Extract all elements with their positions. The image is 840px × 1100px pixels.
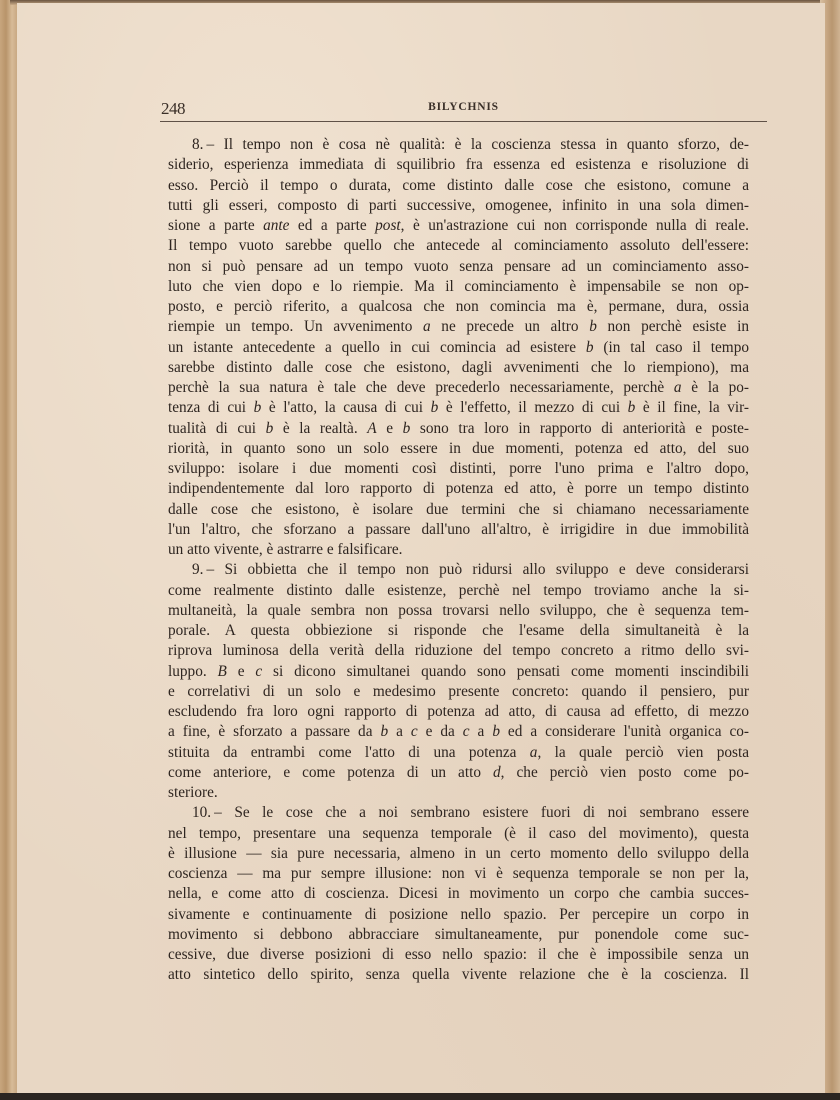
text-line: tualità di cui b è la realtà. A e b sono tra loro in rapporto di anteriorità e poste- bbox=[168, 419, 749, 437]
text-line: siderio, esperienza immediata di squilibrio fra essenza ed esistenza e risoluzione di bbox=[168, 156, 749, 174]
text-line: riempie un tempo. Un avvenimento a ne precede un altro b non perchè esiste in bbox=[168, 318, 750, 336]
text-line: posto, e perciò riferito, a qualcosa che non comincia ma è, permane, dura, ossia bbox=[168, 298, 749, 315]
text-line: riprova luminosa della verità della riduzione del tempo concreto a ritmo dello svi- bbox=[168, 642, 749, 660]
paragraph-section-9 bbox=[168, 560, 749, 803]
text-line: atto sintetico dello spirito, senza quella vivente relazione che è la coscienza. Il bbox=[168, 966, 749, 984]
text-line: 10. – Se le cose che a noi sembrano esistere fuori di noi sembrano essere bbox=[192, 804, 749, 822]
text-line: e correlativi di un solo e medesimo presente concreto: quando il pensiero, pur bbox=[168, 682, 749, 700]
text-line: come anteriore, e come potenza di un atto d, che perciò vien posto come po- bbox=[168, 763, 750, 781]
text-line: perchè la sua natura è tale che deve precederlo necessariamente, perchè a è la po- bbox=[168, 379, 749, 396]
text-line: nel tempo, presentare una sequenza temporale (è il caso del movimento), questa bbox=[168, 824, 749, 842]
text-line: stituita da entrambi come l'atto di una potenza a, la quale perciò vien posta bbox=[168, 743, 749, 761]
text-line: tenza di cui b è l'atto, la causa di cui b è l'effetto, il mezzo di cui b è il fine, la vir- bbox=[168, 399, 750, 417]
text-line: un atto vivente, è astrarre e falsificare. bbox=[168, 541, 403, 558]
text-line: 9. – Si obbietta che il tempo non può ridursi allo sviluppo e deve considerarsi bbox=[192, 561, 749, 579]
text-line: sione a parte ante ed a parte post, è un'astrazione cui non corrisponde nulla di reale. bbox=[168, 217, 750, 234]
text-line: riorità, in quanto sono un solo essere in due momenti, potenza ed atto, del suo bbox=[168, 439, 749, 457]
text-line: cessive, due diverse posizioni di esso nello spazio: il che è impossibile senza un bbox=[168, 946, 749, 963]
text-line: movimento si debbono abbracciare simultaneamente, pur ponendole come suc- bbox=[168, 925, 749, 943]
text-line: nella, e come atto di coscienza. Dicesi in movimento un corpo che cambia succes- bbox=[168, 885, 749, 903]
text-line: dalle cose che esistono, è isolare due termini che si chiamano necessariamente bbox=[168, 500, 749, 518]
text-line: 8. – Il tempo non è cosa nè qualità: è la coscienza stessa in quanto sforzo, de- bbox=[192, 136, 749, 153]
text-line: escludendo fra loro ogni rapporto di potenza ad atto, di causa ad effetto, di mezzo bbox=[168, 703, 749, 720]
text-line: non si può pensare ad un tempo vuoto senza pensare ad un cominciamento asso- bbox=[168, 257, 749, 275]
text-line: l'un l'altro, che sforzano a passare dall'uno all'altro, è irrigidire in due immobilità bbox=[168, 520, 749, 538]
paragraph-section-10 bbox=[168, 803, 749, 985]
text-line: sviluppo: isolare i due momenti così distinti, porre l'uno prima e l'altro dopo, bbox=[168, 460, 749, 477]
text-line: sivamente e continuamente di posizione nello spazio. Per percepire un corpo in bbox=[168, 905, 749, 923]
text-line: porale. A questa obbiezione si risponde che l'esame della simultaneità è la bbox=[168, 622, 749, 639]
text-line: tutti gli esseri, composto di parti successive, omogenee, infinito in una sola dimen- bbox=[168, 196, 749, 214]
paragraph-section-8 bbox=[168, 135, 749, 560]
text-line: coscienza — ma pur sempre illusione: non vi è sequenza temporale se non per la, bbox=[168, 865, 749, 882]
text-line: come realmente distinto dalle esistenze, perchè nel tempo troviamo anche la si- bbox=[168, 581, 749, 599]
text-line: steriore. bbox=[168, 784, 218, 801]
page-bottom-shadow bbox=[0, 1093, 840, 1100]
text-line: luppo. B e c si dicono simultanei quando sono pensati come momenti inscindibili bbox=[168, 662, 749, 680]
page-header bbox=[160, 97, 767, 122]
text-line: esso. Perciò il tempo o durata, come distinto dalle cose che esistono, comune a bbox=[168, 176, 749, 194]
running-head: BILYCHNIS bbox=[428, 101, 499, 113]
text-line: un istante antecedente a quello in cui comincia ad esistere b (in tal caso il tempo bbox=[168, 338, 749, 356]
text-line: sarebbe distinto dalle cose che esistono, dagli avvenimenti che lo riempiono), ma bbox=[168, 358, 749, 376]
body-text bbox=[168, 135, 749, 986]
text-line: a fine, è sforzato a passare da b a c e da c a b ed a considerare l'unità organica co- bbox=[168, 723, 749, 741]
text-line: è illusione — sia pure necessaria, almeno in un certo momento dello sviluppo della bbox=[168, 844, 749, 862]
text-line: multaneità, la quale sembra non possa trovarsi nello sviluppo, che è sequenza tem- bbox=[168, 601, 749, 619]
text-line: indipendentemente dal loro rapporto di potenza ed atto, è porre un tempo distinto bbox=[168, 480, 749, 498]
text-line: Il tempo vuoto sarebbe quello che antecede al cominciamento assoluto dell'essere: bbox=[168, 237, 749, 255]
page-number: 248 bbox=[161, 99, 185, 118]
text-line: luto che vien dopo e lo riempie. Ma il cominciamento è impensabile se non op- bbox=[168, 277, 749, 295]
